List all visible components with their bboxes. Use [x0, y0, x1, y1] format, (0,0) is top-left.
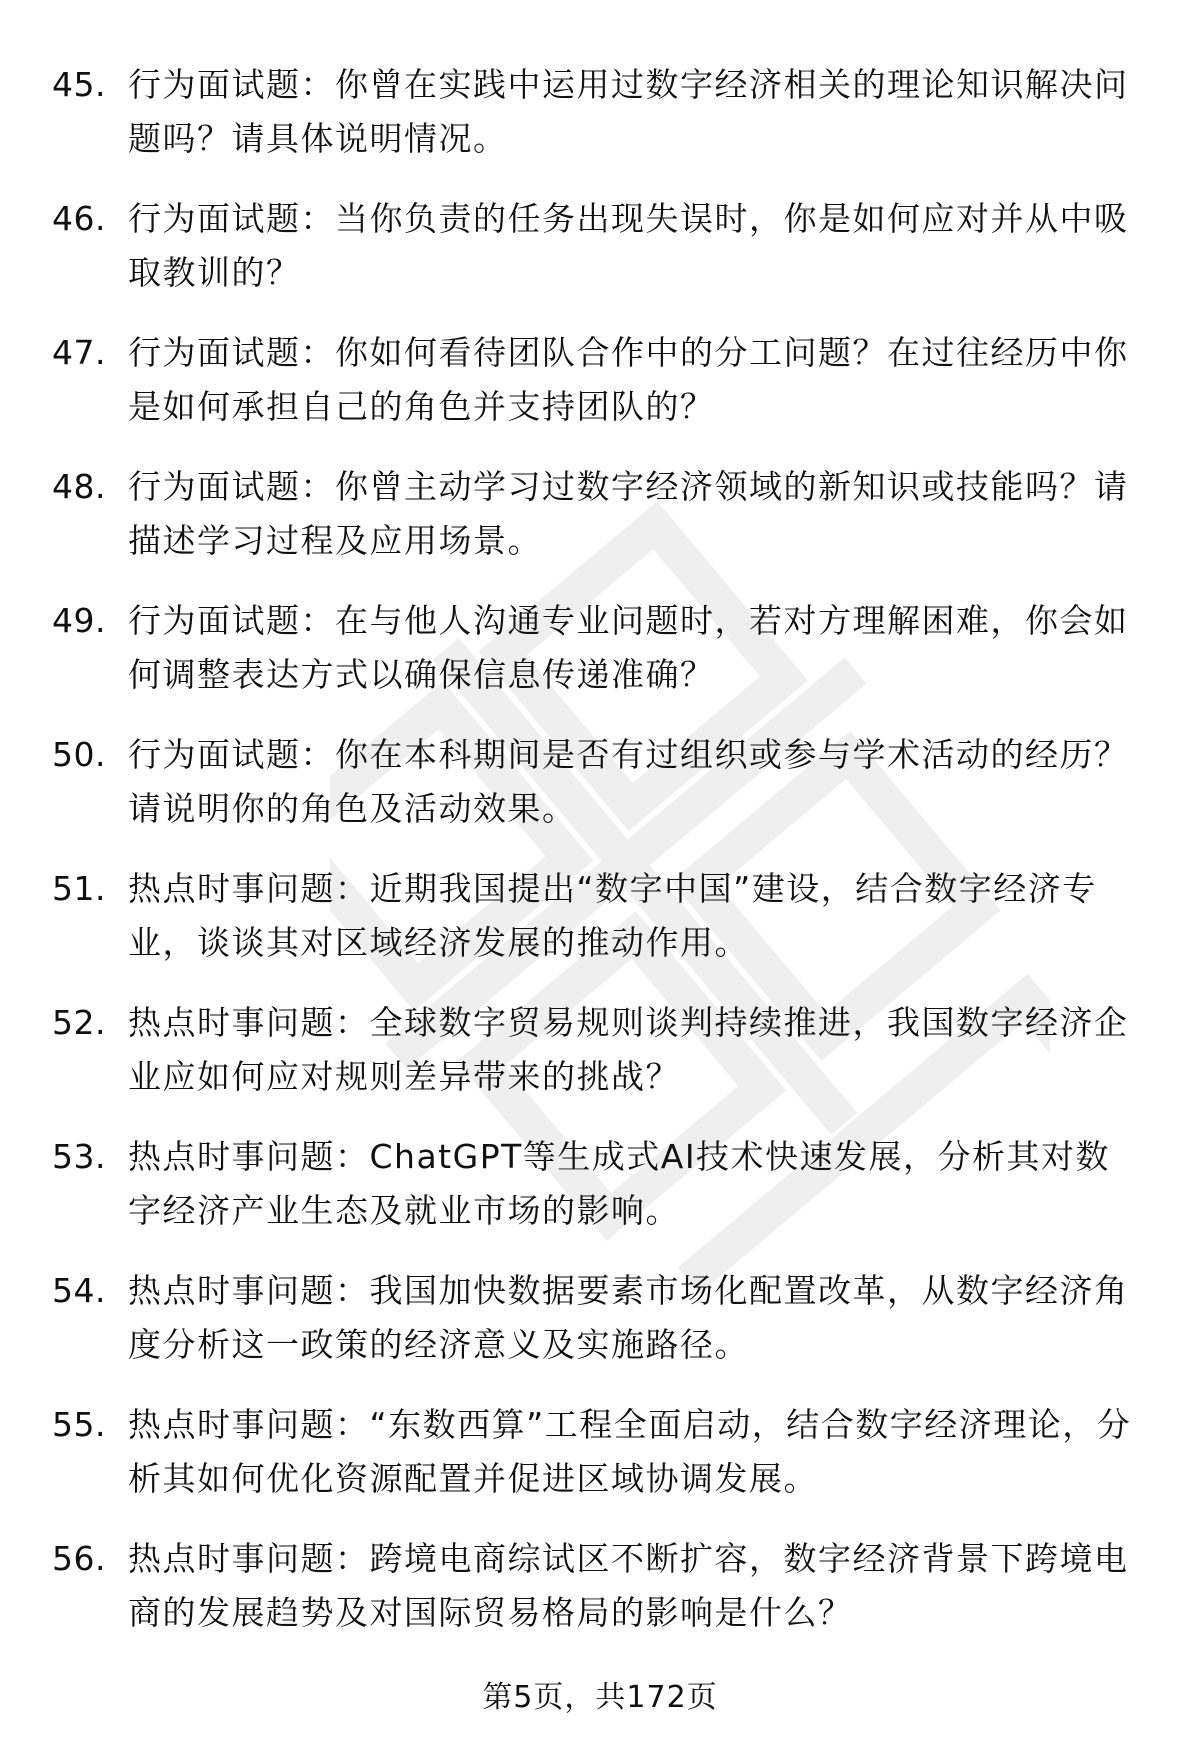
question-text: 热点时事问题：我国加快数据要素市场化配置改革，从数字经济角度分析这一政策的经济意义及实施路径。 [128, 1271, 1129, 1364]
question-text: 行为面试题：当你负责的任务出现失误时，你是如何应对并从中吸取教训的？ [128, 199, 1129, 292]
list-item [0, 58, 1200, 192]
question-text: 热点时事问题：跨境电商综试区不断扩容，数字经济背景下跨境电商的发展趋势及对国际贸易格局的影响是什么？ [128, 1539, 1129, 1632]
question-text: 热点时事问题：ChatGPT等生成式AI技术快速发展，分析其对数字经济产业生态及就业市场的影响。 [128, 1137, 1111, 1230]
list-item [0, 862, 1200, 996]
question-text: 行为面试题：你在本科期间是否有过组织或参与学术活动的经历？请说明你的角色及活动效果。 [128, 735, 1129, 828]
question-number: 49. [52, 601, 106, 640]
list-item [0, 594, 1200, 728]
question-text: 行为面试题：在与他人沟通专业问题时，若对方理解困难，你会如何调整表达方式以确保信息传递准确？ [128, 601, 1129, 694]
question-number: 56. [52, 1539, 106, 1578]
question-number: 48. [52, 467, 106, 506]
question-number: 52. [52, 1003, 106, 1042]
question-text: 热点时事问题：近期我国提出“数字中国”建设，结合数字经济专业，谈谈其对区域经济发展的推动作用。 [128, 869, 1097, 962]
question-number: 51. [52, 869, 106, 908]
question-text: 热点时事问题：“东数西算”工程全面启动，结合数字经济理论，分析其如何优化资源配置并促进区域协调发展。 [128, 1405, 1132, 1498]
list-item [0, 460, 1200, 594]
page-footer [0, 1678, 1200, 1718]
page-number-label: 第5页，共172页 [482, 1680, 718, 1715]
question-number: 54. [52, 1271, 106, 1310]
question-number: 46. [52, 199, 106, 238]
list-item [0, 996, 1200, 1130]
list-item [0, 1398, 1200, 1532]
question-text: 行为面试题：你如何看待团队合作中的分工问题？在过往经历中你是如何承担自己的角色并支持团队的？ [128, 333, 1129, 426]
question-number: 55. [52, 1405, 106, 1444]
question-number: 50. [52, 735, 106, 774]
list-item [0, 1130, 1200, 1264]
question-number: 47. [52, 333, 106, 372]
question-number: 45. [52, 65, 106, 104]
question-text: 行为面试题：你曾主动学习过数字经济领域的新知识或技能吗？请描述学习过程及应用场景。 [128, 467, 1129, 560]
question-list [0, 58, 1200, 1666]
list-item [0, 728, 1200, 862]
question-text: 热点时事问题：全球数字贸易规则谈判持续推进，我国数字经济企业应如何应对规则差异带来的挑战？ [128, 1003, 1129, 1096]
list-item [0, 326, 1200, 460]
question-number: 53. [52, 1137, 106, 1176]
list-item [0, 192, 1200, 326]
list-item [0, 1264, 1200, 1398]
list-item [0, 1532, 1200, 1666]
question-text: 行为面试题：你曾在实践中运用过数字经济相关的理论知识解决问题吗？请具体说明情况。 [128, 65, 1129, 158]
